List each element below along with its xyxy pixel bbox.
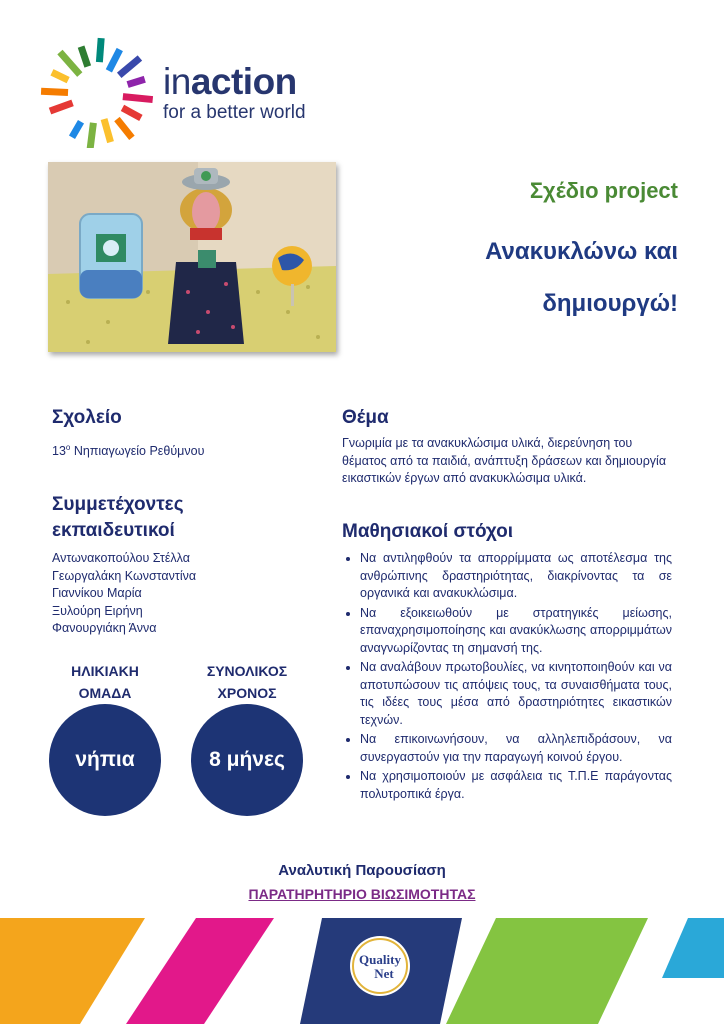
teacher-name: Γιαννίκου Μαρία [52,586,142,600]
logo-ray [123,97,153,100]
goals-section [342,521,672,805]
logo-title-in: in [163,61,191,102]
photo-recycle-jar [80,214,142,298]
school-heading: Σχολείο [52,407,122,428]
logo-ray [81,47,88,67]
school-number: 13 [52,444,66,459]
logo-ray [122,108,140,118]
topic-section [342,407,672,488]
logo-ray [128,79,145,84]
logo-subtitle: for a better world [163,102,306,123]
teacher-name: Αντωνακοπούλου Στέλλα [52,551,190,565]
age-group-label [35,660,175,704]
age-group-value: νήπια [75,748,135,771]
band-shape-orange [0,918,145,1024]
logo-ray [41,91,68,92]
logo-ray [99,38,101,62]
school-section [52,407,302,461]
goal-item: • Να εξοικειωθούν με στρατηγικές μείωσης, επαναχρησιμοποίησης και ανακύκλωσης απορριμμάτων αναγνωρίζοντας τη σημανσή της. [360,605,672,658]
qualitynet-logo-icon [349,935,411,997]
teachers-section [52,492,302,638]
logo-ray [52,72,68,80]
logo-ray [109,50,120,71]
age-group-circle [49,704,161,816]
school-name: Νηπιαγωγείο Ρεθύμνου [70,444,205,459]
teacher-name: Φανουργιάκη Άννα [52,621,157,635]
band-shape-magenta [126,918,274,1024]
logo-ray [72,122,81,138]
goal-item: • Να αντιληφθούν τα απορρίμματα ως αποτέλεσμα της ανθρώπινης δραστηριότητας, διακρίνοντας τα σε οργανικά και ανακυκλώσιμα. [360,550,672,603]
age-label-line1: ΗΛΙΚΙΑΚΗ [71,663,139,679]
goals-list [342,550,672,803]
teacher-name: Ξυλούρη Ειρήνη [52,603,143,618]
goals-heading: Μαθησιακοί στόχοι [342,521,513,542]
footer-title: Αναλυτική Παρουσίαση [278,862,446,879]
project-title: Ανακυκλώνω και δημιουργώ! [485,238,678,317]
duration-circle [191,704,303,816]
goal-item: • Να χρησιμοποιούν με ασφάλεια τις Τ.Π.Ε παράγοντας πολυτροπικά έργα. [360,768,672,803]
observatory-link[interactable]: ΠΑΡΑΤΗΡΗΤΗΡΙΟ ΒΙΩΣΙΜΟΤΗΤΑΣ [248,886,476,902]
age-label-line2: ΟΜΑΔΑ [78,685,132,701]
logo-ray [50,103,73,111]
logo-ray [90,123,93,148]
logo-title [163,62,306,102]
teachers-list [52,550,302,638]
goal-item: • Να επικοινωνήσουν, να αλληλεπιδράσουν, να συνεργαστούν για την παραγωγή κοινού έργου. [360,731,672,766]
topic-text: Γνωριμία με τα ανακυκλώσιμα υλικά, διερεύνηση του θέματος από τα παιδιά, ανάπτυξη δράσεων και δημιουργία εικαστικών έργων από ανακυκλώσιμα υλικά. [342,436,667,485]
logo-title-action: action [190,61,297,102]
school-name-line [52,439,302,461]
band-shape-green-right [446,918,648,1024]
topic-heading: Θέμα [342,407,389,428]
project-label: Σχέδιο project [529,178,678,203]
logo-ray [117,119,132,138]
duration-label-line2: ΧΡΟΝΟΣ [217,685,277,701]
goal-item: • Να αναλάβουν πρωτοβουλίες, να κινητοποιηθούν και να αποτυπώσουν τις απόψεις τους, τα συναισθήματα τους, τις ιδέες τους μέσα από δραστηριότητες εικαστικών τεχνών. [360,659,672,729]
duration-label-line1: ΣΥΝΟΛΙΚΟΣ [206,663,288,679]
school-ordinal: ο [65,443,71,452]
logo-ray [60,52,80,74]
qualitynet-line2: Net [374,966,394,981]
logo-ray [119,58,140,75]
project-photo [48,162,336,352]
teachers-heading: Συμμετέχοντες εκπαιδευτικοί [52,494,184,541]
logo-text [163,62,306,124]
teacher-name: Γεωργαλάκη Κωνσταντίνα [52,568,197,583]
qualitynet-line1: Quality [359,952,401,967]
logo-sunburst-icon [38,36,156,148]
duration-value: 8 μήνες [209,748,285,771]
duration-label [177,660,317,704]
logo-ray [104,119,111,142]
band-shape-blue [662,918,724,978]
